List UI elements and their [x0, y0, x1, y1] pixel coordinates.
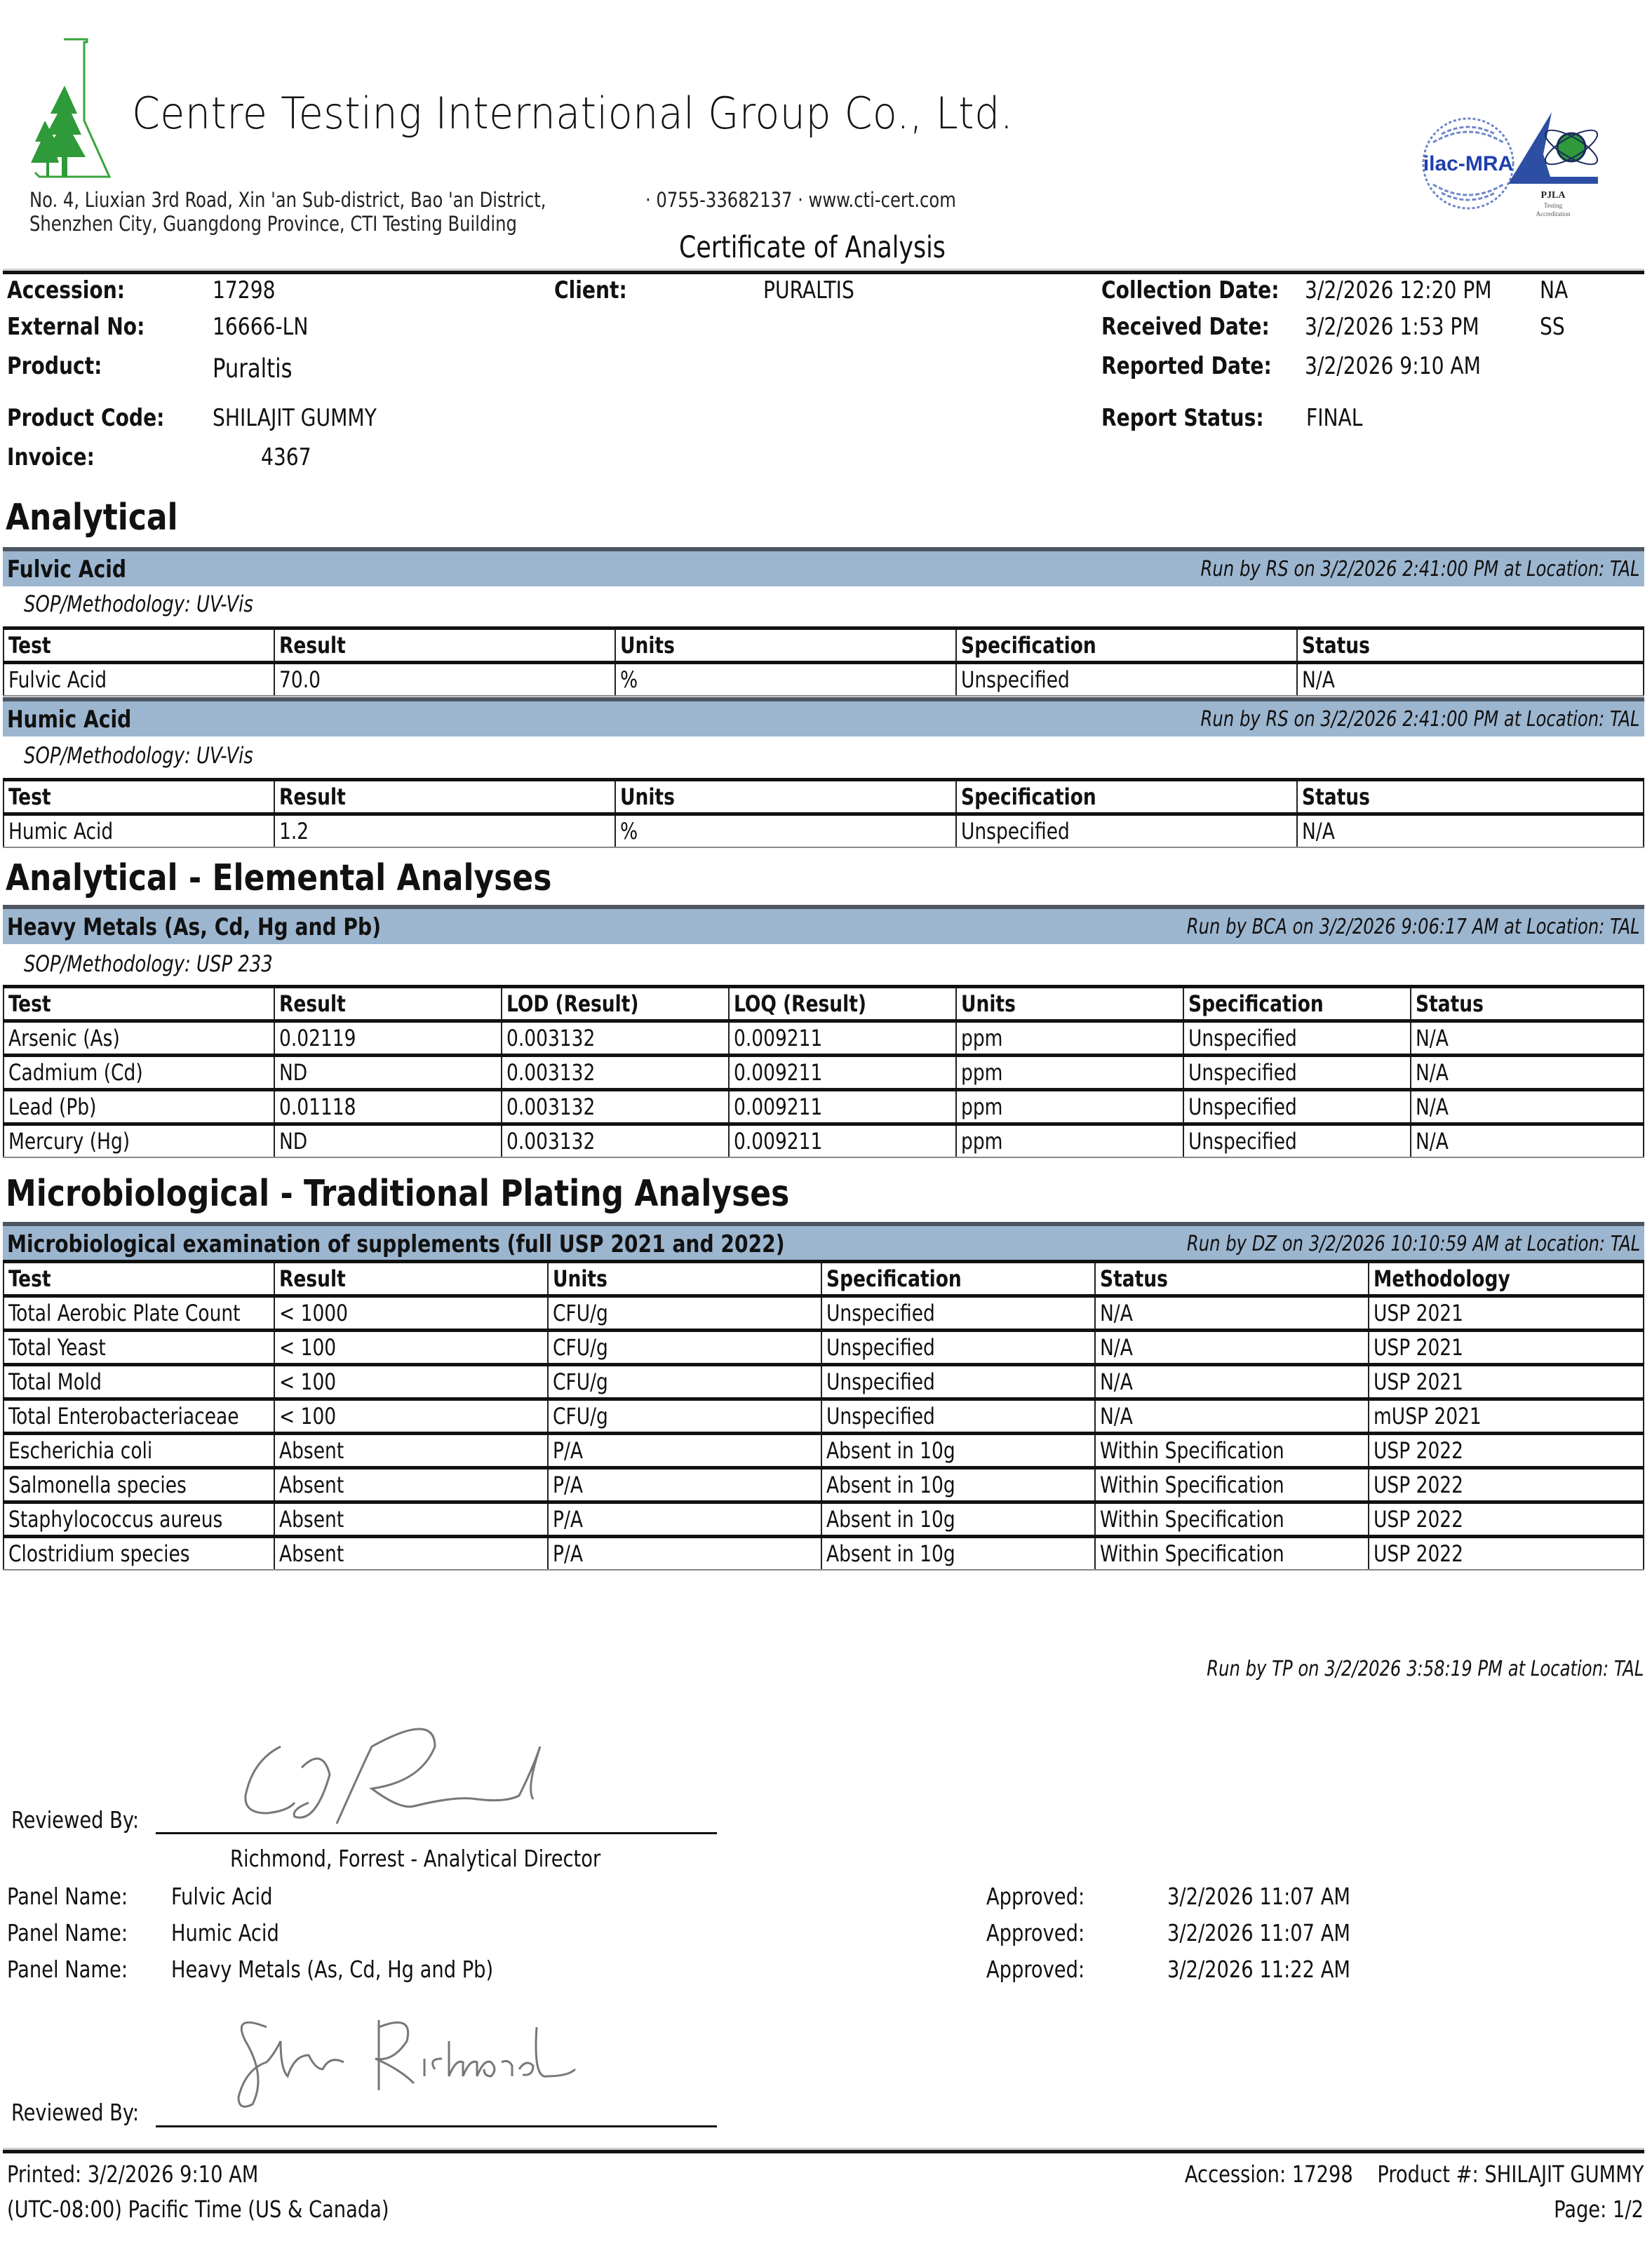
- cell-methodology: mUSP 2021: [1369, 1399, 1644, 1434]
- signature-shaun-richmond: [224, 1999, 589, 2118]
- product-code-label: Product Code:: [7, 404, 165, 432]
- cell-methodology: USP 2021: [1369, 1331, 1644, 1365]
- cell-specification: Unspecified: [1183, 1056, 1411, 1090]
- cell-specification: Unspecified: [821, 1331, 1095, 1365]
- received-date-value: 3/2/2026 1:53 PM: [1305, 313, 1479, 341]
- sop-methodology: SOP/Methodology: UV-Vis: [24, 591, 253, 617]
- column-header: Test: [4, 1262, 274, 1296]
- cell-result: Absent: [274, 1537, 548, 1570]
- section-title-microbiological: Microbiological - Traditional Plating Analyses: [6, 1173, 790, 1215]
- cell-units: P/A: [548, 1434, 821, 1468]
- cell-test: Total Aerobic Plate Count: [4, 1296, 274, 1331]
- cell-result: ND: [274, 1056, 502, 1090]
- panel-header-humic-acid: [3, 697, 1644, 736]
- sop-methodology: SOP/Methodology: UV-Vis: [24, 742, 253, 769]
- table-row: [4, 1090, 1644, 1124]
- column-header: Result: [274, 987, 502, 1021]
- svg-text:Testing: Testing: [1543, 202, 1563, 209]
- reviewed-by-label-2: Reviewed By:: [11, 2099, 140, 2126]
- column-header: Result: [274, 1262, 548, 1296]
- column-header: LOD (Result): [502, 987, 729, 1021]
- column-header: Status: [1411, 987, 1644, 1021]
- table-header-row: [4, 628, 1644, 663]
- cell-test: Escherichia coli: [4, 1434, 274, 1468]
- received-code: SS: [1540, 313, 1565, 341]
- section-title-analytical: Analytical: [6, 497, 178, 539]
- document-title: Certificate of Analysis: [679, 230, 946, 265]
- panel-name-value: Heavy Metals (As, Cd, Hg and Pb): [171, 1956, 494, 1983]
- cell-test: Humic Acid: [4, 814, 274, 848]
- footer-divider: [3, 2148, 1644, 2153]
- cell-loq: 0.009211: [729, 1056, 956, 1090]
- panel-name: Humic Acid: [7, 706, 132, 734]
- collection-date-label: Collection Date:: [1101, 276, 1280, 304]
- approved-date: 3/2/2026 11:07 AM: [1167, 1919, 1350, 1946]
- svg-text:Accreditation: Accreditation: [1536, 210, 1571, 217]
- cell-units: CFU/g: [548, 1399, 821, 1434]
- client-label: Client:: [554, 276, 627, 304]
- column-header: Status: [1095, 1262, 1369, 1296]
- cell-status: N/A: [1411, 1124, 1644, 1158]
- reported-date-label: Reported Date:: [1101, 352, 1272, 380]
- table-row: [4, 1331, 1644, 1365]
- cell-specification: Absent in 10g: [821, 1537, 1095, 1570]
- humic-acid-table: [3, 778, 1644, 848]
- cell-loq: 0.009211: [729, 1090, 956, 1124]
- panel-name: Heavy Metals (As, Cd, Hg and Pb): [7, 913, 382, 941]
- table-row: [4, 1502, 1644, 1537]
- reviewer-name-title: Richmond, Forrest - Analytical Director: [230, 1845, 601, 1872]
- column-header: Status: [1297, 628, 1644, 663]
- cell-result: Absent: [274, 1468, 548, 1502]
- panel-run-info: Run by DZ on 3/2/2026 10:10:59 AM at Location: TAL: [1186, 1232, 1640, 1256]
- panel-name-label: Panel Name:: [7, 1956, 128, 1983]
- cell-test: Total Yeast: [4, 1331, 274, 1365]
- panel-name-value: Fulvic Acid: [171, 1883, 273, 1910]
- accession-label: Accession:: [7, 276, 126, 304]
- cell-units: CFU/g: [548, 1331, 821, 1365]
- column-header: Specification: [956, 628, 1297, 663]
- column-header: Test: [4, 780, 274, 814]
- cell-status: N/A: [1095, 1296, 1369, 1331]
- cell-lod: 0.003132: [502, 1021, 729, 1056]
- cell-specification: Absent in 10g: [821, 1468, 1095, 1502]
- table-row: [4, 1365, 1644, 1399]
- cell-test: Cadmium (Cd): [4, 1056, 274, 1090]
- cell-specification: Absent in 10g: [821, 1502, 1095, 1537]
- cell-test: Lead (Pb): [4, 1090, 274, 1124]
- table-header-row: [4, 1262, 1644, 1296]
- panel-run-info: Run by RS on 3/2/2026 2:41:00 PM at Location: TAL: [1201, 707, 1640, 732]
- table-row: [4, 1296, 1644, 1331]
- cell-test: Clostridium species: [4, 1537, 274, 1570]
- header-divider: [3, 269, 1644, 274]
- cell-units: CFU/g: [548, 1296, 821, 1331]
- cell-units: %: [615, 814, 956, 848]
- company-name: Centre Testing International Group Co., Ltd.: [132, 88, 1014, 139]
- cell-result: < 100: [274, 1331, 548, 1365]
- cell-status: N/A: [1411, 1056, 1644, 1090]
- timezone: (UTC-08:00) Pacific Time (US & Canada): [7, 2195, 389, 2223]
- approved-date: 3/2/2026 11:07 AM: [1167, 1883, 1350, 1910]
- collection-date-value: 3/2/2026 12:20 PM: [1305, 276, 1492, 304]
- received-date-label: Received Date:: [1101, 313, 1270, 341]
- cell-lod: 0.003132: [502, 1124, 729, 1158]
- cell-units: P/A: [548, 1502, 821, 1537]
- cell-result: < 100: [274, 1399, 548, 1434]
- panel-run-info: Run by BCA on 3/2/2026 9:06:17 AM at Location: TAL: [1187, 915, 1640, 939]
- column-header: Specification: [1183, 987, 1411, 1021]
- fulvic-acid-table: [3, 626, 1644, 697]
- product-label: Product:: [7, 352, 102, 380]
- column-header: LOQ (Result): [729, 987, 956, 1021]
- reviewed-by-label: Reviewed By:: [11, 1806, 140, 1834]
- column-header: Test: [4, 987, 274, 1021]
- cell-status: N/A: [1411, 1090, 1644, 1124]
- footer-accession-product: Accession: 17298 Product #: SHILAJIT GUMMY: [1184, 2160, 1644, 2188]
- panel-name-value: Humic Acid: [171, 1919, 279, 1946]
- cell-units: ppm: [956, 1021, 1183, 1056]
- microbiological-table: [3, 1260, 1644, 1570]
- cell-result: 70.0: [274, 663, 615, 697]
- cell-status: N/A: [1411, 1021, 1644, 1056]
- cell-methodology: USP 2021: [1369, 1296, 1644, 1331]
- panel-name: Microbiological examination of supplements (full USP 2021 and 2022): [7, 1230, 785, 1258]
- cell-result: Absent: [274, 1434, 548, 1468]
- cell-units: ppm: [956, 1090, 1183, 1124]
- cell-result: 1.2: [274, 814, 615, 848]
- table-row: [4, 663, 1644, 697]
- cell-result: ND: [274, 1124, 502, 1158]
- table-row: [4, 1056, 1644, 1090]
- invoice-label: Invoice:: [7, 443, 95, 471]
- cell-specification: Unspecified: [821, 1296, 1095, 1331]
- printed-date: Printed: 3/2/2026 9:10 AM: [7, 2160, 259, 2188]
- cell-loq: 0.009211: [729, 1021, 956, 1056]
- cell-test: Staphylococcus aureus: [4, 1502, 274, 1537]
- cell-methodology: USP 2022: [1369, 1468, 1644, 1502]
- signature-line: [156, 1832, 717, 1834]
- cell-lod: 0.003132: [502, 1056, 729, 1090]
- cell-methodology: USP 2022: [1369, 1502, 1644, 1537]
- cell-test: Salmonella species: [4, 1468, 274, 1502]
- micro-run-info: Run by TP on 3/2/2026 3:58:19 PM at Location: TAL: [1206, 1657, 1644, 1681]
- column-header: Units: [956, 987, 1183, 1021]
- address-line-2: Shenzhen City, Guangdong Province, CTI Testing Building: [29, 212, 517, 236]
- cell-specification: Unspecified: [1183, 1124, 1411, 1158]
- cell-specification: Absent in 10g: [821, 1434, 1095, 1468]
- approved-label: Approved:: [986, 1883, 1085, 1910]
- column-header: Result: [274, 780, 615, 814]
- cell-status: N/A: [1095, 1365, 1369, 1399]
- cell-result: 0.01118: [274, 1090, 502, 1124]
- cell-specification: Unspecified: [1183, 1090, 1411, 1124]
- cell-units: ppm: [956, 1124, 1183, 1158]
- column-header: Test: [4, 628, 274, 663]
- product-code-value: SHILAJIT GUMMY: [213, 404, 377, 432]
- report-status-label: Report Status:: [1101, 404, 1264, 432]
- heavy-metals-table: [3, 985, 1644, 1158]
- client-value: PURALTIS: [763, 276, 854, 304]
- reported-date-value: 3/2/2026 9:10 AM: [1305, 352, 1481, 380]
- table-row: [4, 1021, 1644, 1056]
- table-row: [4, 1124, 1644, 1158]
- company-contact: · 0755-33682137 · www.cti-cert.com: [645, 188, 956, 212]
- address-line-1: No. 4, Liuxian 3rd Road, Xin 'an Sub-district, Bao 'an District,: [29, 188, 546, 212]
- cell-loq: 0.009211: [729, 1124, 956, 1158]
- cell-status: N/A: [1095, 1331, 1369, 1365]
- cell-specification: Unspecified: [821, 1399, 1095, 1434]
- accession-value: 17298: [213, 276, 276, 304]
- column-header: Units: [615, 780, 956, 814]
- cell-units: P/A: [548, 1537, 821, 1570]
- cell-lod: 0.003132: [502, 1090, 729, 1124]
- column-header: Units: [615, 628, 956, 663]
- cell-test: Arsenic (As): [4, 1021, 274, 1056]
- cell-units: CFU/g: [548, 1365, 821, 1399]
- panel-name-label: Panel Name:: [7, 1919, 128, 1946]
- cell-result: < 100: [274, 1365, 548, 1399]
- cell-status: Within Specification: [1095, 1502, 1369, 1537]
- cell-specification: Unspecified: [956, 663, 1297, 697]
- page-number: Page: 1/2: [1554, 2195, 1644, 2223]
- column-header: Specification: [821, 1262, 1095, 1296]
- cell-methodology: USP 2022: [1369, 1434, 1644, 1468]
- approved-date: 3/2/2026 11:22 AM: [1167, 1956, 1350, 1983]
- collection-code: NA: [1540, 276, 1569, 304]
- product-value: Puraltis: [213, 354, 293, 384]
- table-row: [4, 814, 1644, 848]
- pjla-logo-icon: [1508, 112, 1606, 224]
- column-header: Methodology: [1369, 1262, 1644, 1296]
- panel-header-fulvic-acid: [3, 547, 1644, 586]
- cell-units: ppm: [956, 1056, 1183, 1090]
- cell-test: Total Mold: [4, 1365, 274, 1399]
- panel-run-info: Run by RS on 3/2/2026 2:41:00 PM at Location: TAL: [1201, 557, 1640, 581]
- external-no-label: External No:: [7, 313, 145, 341]
- cell-result: Absent: [274, 1502, 548, 1537]
- approved-label: Approved:: [986, 1956, 1085, 1983]
- cell-result: < 1000: [274, 1296, 548, 1331]
- cell-status: N/A: [1297, 663, 1644, 697]
- svg-text:PJLA: PJLA: [1540, 190, 1566, 201]
- column-header: Status: [1297, 780, 1644, 814]
- report-status-value: FINAL: [1306, 404, 1363, 432]
- table-row: [4, 1468, 1644, 1502]
- signature-line-2: [156, 2125, 717, 2127]
- company-logo-icon: [25, 36, 130, 184]
- cell-status: Within Specification: [1095, 1537, 1369, 1570]
- cell-status: Within Specification: [1095, 1434, 1369, 1468]
- approved-label: Approved:: [986, 1919, 1085, 1946]
- company-address: [29, 188, 546, 236]
- table-header-row: [4, 780, 1644, 814]
- cell-status: N/A: [1297, 814, 1644, 848]
- panel-name-label: Panel Name:: [7, 1883, 128, 1910]
- cell-specification: Unspecified: [1183, 1021, 1411, 1056]
- table-row: [4, 1399, 1644, 1434]
- cell-units: %: [615, 663, 956, 697]
- cell-status: Within Specification: [1095, 1468, 1369, 1502]
- table-row: [4, 1434, 1644, 1468]
- svg-text:ilac-MRA: ilac-MRA: [1423, 152, 1514, 175]
- table-row: [4, 1537, 1644, 1570]
- external-no-value: 16666-LN: [213, 313, 309, 341]
- cell-methodology: USP 2022: [1369, 1537, 1644, 1570]
- column-header: Result: [274, 628, 615, 663]
- cell-status: N/A: [1095, 1399, 1369, 1434]
- section-title-elemental: Analytical - Elemental Analyses: [6, 857, 552, 899]
- panel-header-microbiological: [3, 1222, 1644, 1261]
- invoice-value: 4367: [261, 443, 311, 471]
- table-header-row: [4, 987, 1644, 1021]
- cell-result: 0.02119: [274, 1021, 502, 1056]
- column-header: Units: [548, 1262, 821, 1296]
- cell-specification: Unspecified: [821, 1365, 1095, 1399]
- ilac-mra-logo-icon: [1419, 114, 1517, 213]
- panel-header-heavy-metals: [3, 905, 1644, 944]
- cell-units: P/A: [548, 1468, 821, 1502]
- panel-name: Fulvic Acid: [7, 556, 127, 584]
- cell-test: Mercury (Hg): [4, 1124, 274, 1158]
- cell-test: Total Enterobacteriaceae: [4, 1399, 274, 1434]
- sop-methodology: SOP/Methodology: USP 233: [24, 950, 273, 977]
- cell-methodology: USP 2021: [1369, 1365, 1644, 1399]
- cell-specification: Unspecified: [956, 814, 1297, 848]
- signature-forrest-richmond: [224, 1718, 603, 1838]
- cell-test: Fulvic Acid: [4, 663, 274, 697]
- column-header: Specification: [956, 780, 1297, 814]
